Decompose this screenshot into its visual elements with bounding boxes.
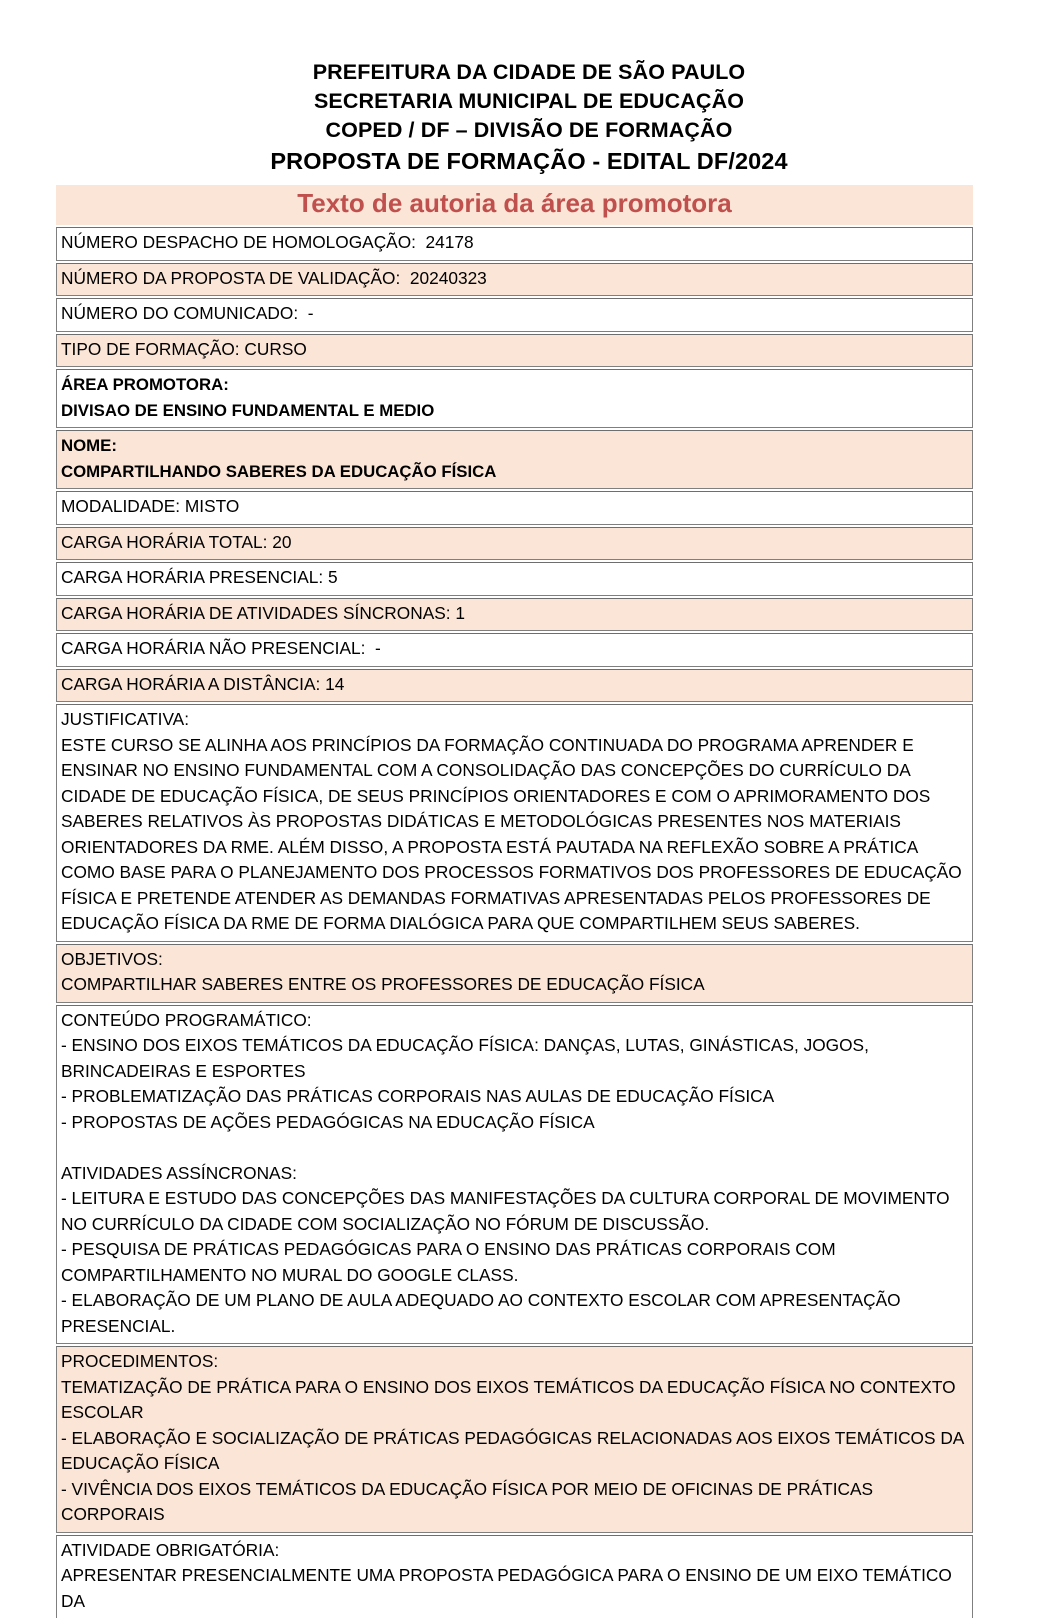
row-text-line: - ELABORAÇÃO DE UM PLANO DE AULA ADEQUADO AO CONTEXTO ESCOLAR COM APRESENTAÇÃO PRESENCIAL. bbox=[61, 1288, 970, 1339]
row-text-line: JUSTIFICATIVA: bbox=[61, 707, 970, 733]
row-text-line: CARGA HORÁRIA TOTAL: 20 bbox=[61, 530, 970, 556]
row-text-line bbox=[61, 1135, 970, 1161]
row-text-line: TEMATIZAÇÃO DE PRÁTICA PARA O ENSINO DOS EIXOS TEMÁTICOS DA EDUCAÇÃO FÍSICA NO CONTEXTO ESCOLAR bbox=[61, 1375, 970, 1426]
table-row-objetivos bbox=[56, 944, 973, 1003]
table-row-conteudo-programatico bbox=[56, 1005, 973, 1345]
row-text-line: ÁREA PROMOTORA: bbox=[61, 372, 970, 398]
row-text-line: CARGA HORÁRIA A DISTÂNCIA: 14 bbox=[61, 672, 970, 698]
table-rows bbox=[56, 227, 973, 1618]
row-text-line: CONTEÚDO PROGRAMÁTICO: bbox=[61, 1008, 970, 1034]
row-text-line: OBJETIVOS: bbox=[61, 947, 970, 973]
table-row-carga-horaria-a-distancia bbox=[56, 669, 973, 703]
row-text-line: - ELABORAÇÃO E SOCIALIZAÇÃO DE PRÁTICAS PEDAGÓGICAS RELACIONADAS AOS EIXOS TEMÁTICOS DA EDUCAÇÃO FÍSICA bbox=[61, 1426, 970, 1477]
table-row-area-promotora bbox=[56, 369, 973, 428]
header-line-secretaria: SECRETARIA MUNICIPAL DE EDUCAÇÃO bbox=[0, 87, 1058, 116]
table-row-carga-horaria-presencial bbox=[56, 562, 973, 596]
table-row-procedimentos bbox=[56, 1346, 973, 1533]
row-text-line: - LEITURA E ESTUDO DAS CONCEPÇÕES DAS MANIFESTAÇÕES DA CULTURA CORPORAL DE MOVIMENTO NO CURRÍCULO DA CIDADE COM SOCIALIZAÇÃO NO FÓRUM DE DISCUSSÃO. bbox=[61, 1186, 970, 1237]
table-row-numero-comunicado bbox=[56, 298, 973, 332]
section-band-autoria bbox=[56, 185, 973, 225]
row-text-line: COMPARTILHAR SABERES ENTRE OS PROFESSORES DE EDUCAÇÃO FÍSICA bbox=[61, 972, 970, 998]
table-row-tipo-de-formacao bbox=[56, 334, 973, 368]
row-text-line: - VIVÊNCIA DOS EIXOS TEMÁTICOS DA EDUCAÇÃO FÍSICA POR MEIO DE OFICINAS DE PRÁTICAS CORPORAIS bbox=[61, 1477, 970, 1528]
row-text-line: CARGA HORÁRIA DE ATIVIDADES SÍNCRONAS: 1 bbox=[61, 601, 970, 627]
row-text-line: MODALIDADE: MISTO bbox=[61, 494, 970, 520]
table-row-carga-horaria-atividades-sincronas bbox=[56, 598, 973, 632]
row-text-line: ATIVIDADE OBRIGATÓRIA: bbox=[61, 1538, 970, 1564]
table-row-numero-proposta-validacao bbox=[56, 263, 973, 297]
row-text-line: - ENSINO DOS EIXOS TEMÁTICOS DA EDUCAÇÃO FÍSICA: DANÇAS, LUTAS, GINÁSTICAS, JOGOS, BRINCADEIRAS E ESPORTES bbox=[61, 1033, 970, 1084]
table-row-carga-horaria-nao-presencial bbox=[56, 633, 973, 667]
row-text-line: CARGA HORÁRIA PRESENCIAL: 5 bbox=[61, 565, 970, 591]
row-text-line: NOME: bbox=[61, 433, 970, 459]
section-band-label: Texto de autoria da área promotora bbox=[297, 188, 731, 218]
document-header bbox=[0, 0, 1058, 177]
table-row-nome bbox=[56, 430, 973, 489]
row-text-line: NÚMERO DESPACHO DE HOMOLOGAÇÃO: 24178 bbox=[61, 230, 970, 256]
row-text-line: COMPARTILHANDO SABERES DA EDUCAÇÃO FÍSICA bbox=[61, 459, 970, 485]
row-text-line: ATIVIDADES ASSÍNCRONAS: bbox=[61, 1161, 970, 1187]
document-title: PROPOSTA DE FORMAÇÃO - EDITAL DF/2024 bbox=[0, 145, 1058, 177]
row-text-line: NÚMERO DO COMUNICADO: - bbox=[61, 301, 970, 327]
table-row-justificativa bbox=[56, 704, 973, 942]
table-row-numero-despacho-homologacao bbox=[56, 227, 973, 261]
table-row-carga-horaria-total bbox=[56, 527, 973, 561]
row-text-line: APRESENTAR PRESENCIALMENTE UMA PROPOSTA PEDAGÓGICA PARA O ENSINO DE UM EIXO TEMÁTICO DA bbox=[61, 1563, 970, 1614]
row-text-line: - PROBLEMATIZAÇÃO DAS PRÁTICAS CORPORAIS NAS AULAS DE EDUCAÇÃO FÍSICA bbox=[61, 1084, 970, 1110]
header-line-prefeitura: PREFEITURA DA CIDADE DE SÃO PAULO bbox=[0, 58, 1058, 87]
row-text-line: TIPO DE FORMAÇÃO: CURSO bbox=[61, 337, 970, 363]
row-text-line: PROCEDIMENTOS: bbox=[61, 1349, 970, 1375]
row-text-line: CARGA HORÁRIA NÃO PRESENCIAL: - bbox=[61, 636, 970, 662]
row-text-line: - PROPOSTAS DE AÇÕES PEDAGÓGICAS NA EDUCAÇÃO FÍSICA bbox=[61, 1110, 970, 1136]
row-text-line: ESTE CURSO SE ALINHA AOS PRINCÍPIOS DA FORMAÇÃO CONTINUADA DO PROGRAMA APRENDER E ENSINAR NO ENSINO FUNDAMENTAL COM A CONSOLIDAÇÃO DAS CONCEPÇÕES DO CURRÍCULO DA CIDADE DE EDUCAÇÃO FÍSICA, DE SEUS PRINCÍPIOS ORIENTADORES E COM O APRIMORAMENTO DOS SABERES RELATIVOS ÀS PROPOSTAS DIDÁTICAS E METODOLÓGICAS PRESENTES NOS MATERIAIS ORIENTADORES DA RME. ALÉM DISSO, A PROPOSTA ESTÁ PAUTADA NA REFLEXÃO SOBRE A PRÁTICA COMO BASE PARA O PLANEJAMENTO DOS PROCESSOS FORMATIVOS DOS PROFESSORES DE EDUCAÇÃO FÍSICA E PRETENDE ATENDER AS DEMANDAS FORMATIVAS APRESENTADAS PELOS PROFESSORES DE EDUCAÇÃO FÍSICA DA RME DE FORMA DIALÓGICA PARA QUE COMPARTILHEM SEUS SABERES. bbox=[61, 733, 970, 937]
row-text-line: - PESQUISA DE PRÁTICAS PEDAGÓGICAS PARA O ENSINO DAS PRÁTICAS CORPORAIS COM COMPARTILHAMENTO NO MURAL DO GOOGLE CLASS. bbox=[61, 1237, 970, 1288]
row-text-line: NÚMERO DA PROPOSTA DE VALIDAÇÃO: 20240323 bbox=[61, 266, 970, 292]
table-row-modalidade bbox=[56, 491, 973, 525]
row-text-line: DIVISAO DE ENSINO FUNDAMENTAL E MEDIO bbox=[61, 398, 970, 424]
header-line-coped: COPED / DF – DIVISÃO DE FORMAÇÃO bbox=[0, 116, 1058, 145]
proposta-table bbox=[56, 177, 973, 1618]
table-row-atividade-obrigatoria bbox=[56, 1535, 973, 1618]
